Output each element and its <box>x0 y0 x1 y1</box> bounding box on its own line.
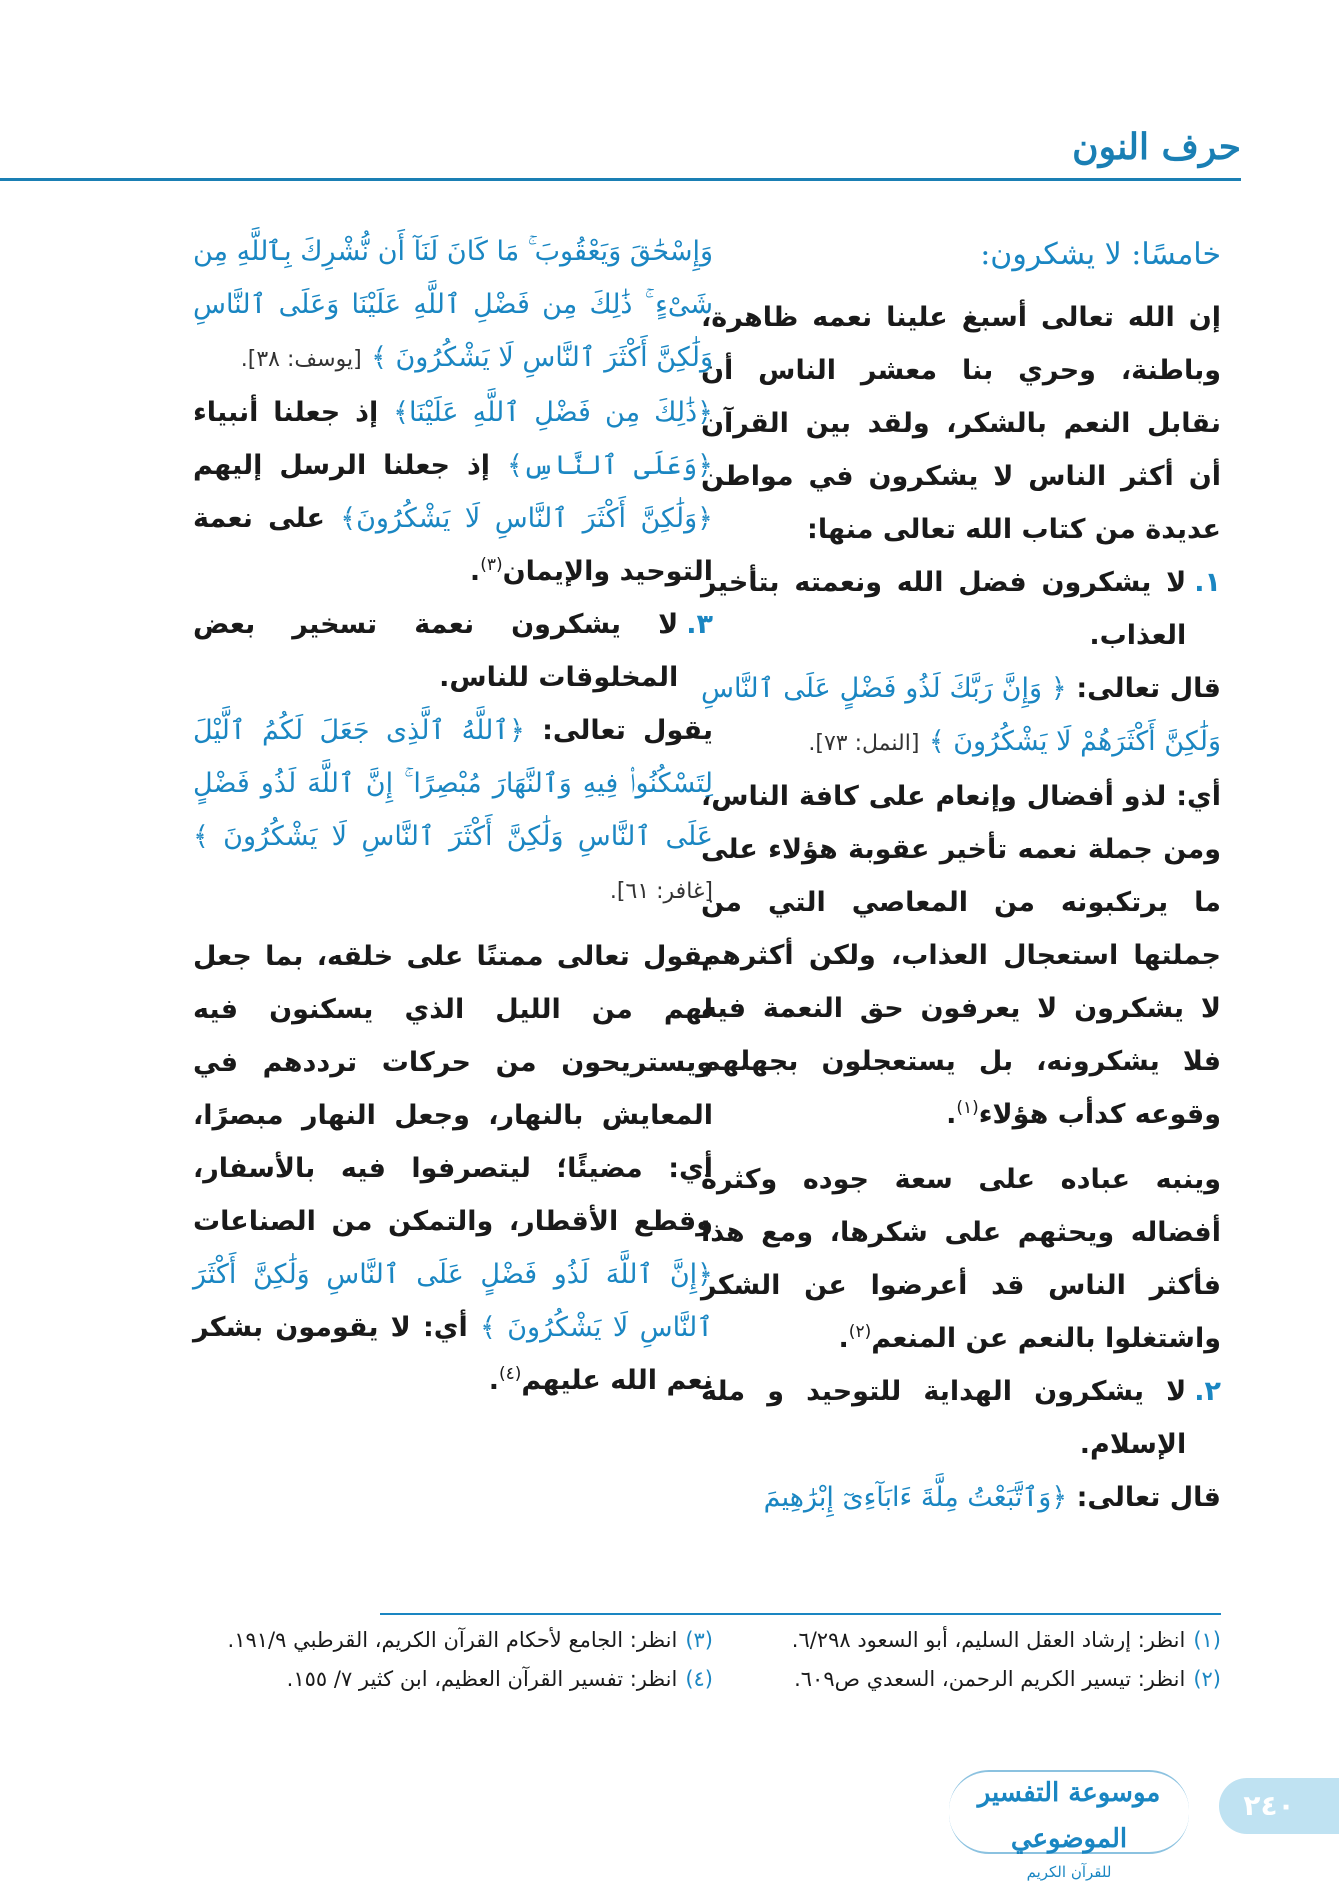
item-number: ١. <box>1194 567 1221 598</box>
intro-paragraph: إن الله تعالى أسبغ علينا نعمه ظاهرة، وباطنة، وحري بنا معشر الناس أن نقابل النعم بالشكر، ولقد بين القرآن أن أكثر الناس لا يشكرون في مواطن عديدة من كتاب الله تعالى منها: <box>701 302 1221 545</box>
footnote-number: (١) <box>1193 1628 1221 1652</box>
period: . <box>838 1323 849 1354</box>
footnote-number: (٣) <box>685 1628 713 1652</box>
footnote <box>193 1663 713 1696</box>
item-heading: لا يشكرون نعمة تسخير بعض المخلوقات للناس. <box>193 609 679 693</box>
verse-reference: [يوسف: ٣٨]. <box>240 347 362 372</box>
quran-phrase: ﴿وَلَٰكِنَّ أَكْثَرَ ٱلنَّاسِ لَا يَشْكُرُونَ﴾ <box>340 503 713 534</box>
period: . <box>946 1099 957 1130</box>
footnotes-left <box>193 1624 713 1702</box>
footnote <box>701 1624 1221 1657</box>
period: . <box>469 556 481 587</box>
paragraph-text: يقول تعالى ممتنًا على خلقه، بما جعل لهم من الليل الذي يسكنون فيه ويستريحون من حركات ترددهم في المعايش بالنهار، وجعل النهار مبصرًا، أي: مضيئًا؛ ليتصرفوا فيه بالأسفار، وقطع الأقطار، والتمكن من الصناعات <box>193 941 713 1237</box>
explanation-text: أي: لذو أفضال وإنعام على كافة الناس، ومن جملة نعمه تأخير عقوبة هؤلاء على ما يرتكبونه من المعاصي التي من جملتها استعجال العذاب، ولكن أكثرهم لا يشكرون لا يعرفون حق النعمة فيه فلا يشكرونه، بل يستعجلون بجهلهم وقوعه كدأب هؤلاء <box>701 781 1221 1130</box>
list-item-2 <box>701 1365 1221 1471</box>
quran-verse: ﴿ وَإِنَّ رَبَّكَ لَذُو فَضْلٍ عَلَى ٱلنَّاسِ وَلَٰكِنَّ أَكْثَرَهُمْ لَا يَشْكُرُونَ ﴾ <box>701 673 1221 757</box>
header-rule <box>0 178 1241 181</box>
section-title: خامسًا: لا يشكرون: <box>980 237 1221 272</box>
chapter-title: حرف النون <box>1072 126 1241 168</box>
explanation-paragraph-1 <box>701 770 1221 1141</box>
quran-verse: ﴿ٱللَّهُ ٱلَّذِى جَعَلَ لَكُمُ ٱلَّيْلَ لِتَسْكُنُوا۟ فِيهِ وَٱلنَّهَارَ مُبْصِرًا ۚ إِنَّ ٱللَّهَ لَذُو فَضْلٍ عَلَى ٱلنَّاسِ وَلَٰكِنَّ أَكْثَرَ ٱلنَّاسِ لَا يَشْكُرُونَ ﴾ <box>193 715 713 852</box>
footnotes-right <box>701 1624 1221 1702</box>
footnote-text: انظر: تفسير القرآن العظيم، ابن كثير ٧/ ١٥٥. <box>286 1667 678 1691</box>
period: . <box>488 1365 499 1396</box>
footnote-text: انظر: إرشاد العقل السليم، أبو السعود ٦/٢٩٨. <box>791 1628 1186 1652</box>
footnote-text: انظر: الجامع لأحكام القرآن الكريم، القرطبي ١٩١/٩. <box>227 1628 678 1652</box>
footnote <box>701 1663 1221 1696</box>
verse-reference: [غافر: ٦١]. <box>609 879 713 904</box>
quran-verse: ﴿وَٱتَّبَعْتُ مِلَّةَ ءَابَآءِىٓ إِبْرَٰهِيمَ <box>763 1482 1068 1513</box>
item-number: ٢. <box>1194 1376 1221 1407</box>
footnote-mark[interactable]: (٢) <box>848 1322 872 1342</box>
footnote-number: (٤) <box>685 1667 713 1691</box>
right-column <box>701 225 1221 1524</box>
paragraph-text: أي: لا يقومون بشكر نعم الله عليهم <box>193 1312 713 1396</box>
item-number: ٣. <box>686 609 713 640</box>
explanation-paragraph-2 <box>193 386 713 598</box>
paragraph-text: وينبه عباده على سعة جوده وكثرة أفضاله ويحثهم على شكرها، ومع هذا فأكثر الناس قد أعرضوا عن الشكر واشتغلوا بالنعم عن المنعم <box>701 1164 1221 1354</box>
quran-phrase: ﴿ذَٰلِكَ مِن فَضْلِ ٱللَّهِ عَلَيْنَا﴾ <box>393 397 714 428</box>
explanation-text: إذ جعلنا الرسل إليهم <box>193 450 491 481</box>
page-header <box>0 120 1339 188</box>
left-column <box>193 225 713 1407</box>
item-heading: لا يشكرون فضل الله ونعمته بتأخير العذاب. <box>701 567 1187 651</box>
footnote-rule <box>380 1613 713 1615</box>
quran-citation-3 <box>193 704 713 918</box>
quran-verse: ﴿إِنَّ ٱللَّهَ لَذُو فَضْلٍ عَلَى ٱلنَّاسِ وَلَٰكِنَّ أَكْثَرَ ٱلنَّاسِ لَا يَشْكُرُونَ ﴾ <box>193 1259 714 1343</box>
quran-continuation <box>193 225 713 386</box>
explanation-text: إذ جعلنا أنبياء <box>193 397 379 428</box>
quran-citation-2 <box>701 1471 1221 1524</box>
list-item-3 <box>193 598 713 704</box>
footnote-mark[interactable]: (١) <box>956 1098 979 1118</box>
page-number: ٢٤٠ <box>1219 1778 1339 1834</box>
logo-subtitle: للقرآن الكريم <box>1026 1863 1112 1881</box>
quran-citation-1 <box>701 662 1221 770</box>
footnote-number: (٢) <box>1193 1667 1221 1691</box>
quran-phrase: ﴿وَعَلَى ٱلنَّاسِ﴾ <box>507 450 713 481</box>
footnote-mark[interactable]: (٤) <box>498 1364 522 1384</box>
footnote-text: انظر: تيسير الكريم الرحمن، السعدي ص٦٠٩. <box>794 1667 1186 1691</box>
quran-verse: وَإِسْحَٰقَ وَيَعْقُوبَ ۚ مَا كَانَ لَنَآ أَن نُّشْرِكَ بِٱللَّهِ مِن شَىْءٍ ۚ ذَٰلِكَ مِن فَضْلِ ٱللَّهِ عَلَيْنَا وَعَلَى ٱلنَّاسِ وَلَٰكِنَّ أَكْثَرَ ٱلنَّاسِ لَا يَشْكُرُونَ ﴾ <box>193 236 713 373</box>
logo-title: موسوعة التفسير الموضوعي <box>977 1778 1161 1854</box>
encyclopedia-logo <box>949 1770 1189 1881</box>
citation-lead: يقول تعالى: <box>542 715 713 746</box>
footnote-mark[interactable]: (٣) <box>480 555 503 575</box>
explanation-text: على نعمة التوحيد والإيمان <box>193 503 713 587</box>
paragraph-3 <box>193 930 713 1407</box>
footnote-rule <box>701 1613 1221 1615</box>
list-item-1 <box>701 556 1221 662</box>
footnote <box>193 1624 713 1657</box>
citation-lead: قال تعالى: <box>1076 673 1221 704</box>
verse-reference: [النمل: ٧٣]. <box>808 731 920 756</box>
item-heading: لا يشكرون الهداية للتوحيد و ملة الإسلام. <box>701 1376 1187 1460</box>
paragraph-2 <box>701 1153 1221 1365</box>
citation-lead: قال تعالى: <box>1076 1482 1221 1513</box>
